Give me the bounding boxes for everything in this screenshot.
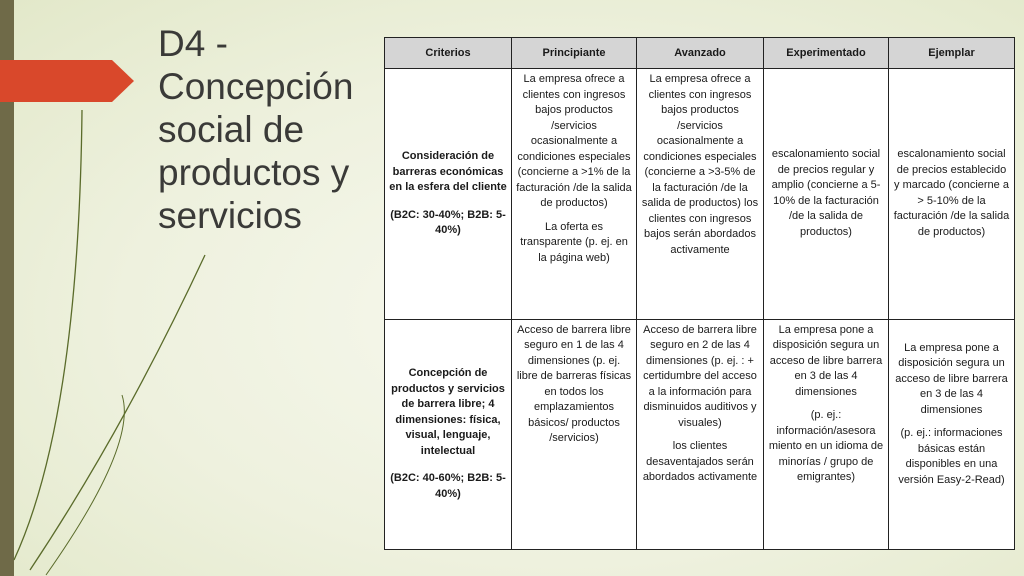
experimentado-extra: (p. ej.: información/asesora miento en un idioma de minorías / grupo de emigrantes) bbox=[768, 409, 884, 484]
vine-line-3 bbox=[46, 395, 124, 575]
criterio-percent: (B2C: 30-40%; B2B: 5-40%) bbox=[390, 208, 506, 236]
vine-line-1 bbox=[14, 110, 82, 560]
principiante-cell bbox=[512, 319, 637, 549]
ejemplar-cell bbox=[889, 319, 1015, 549]
experimentado-cell bbox=[764, 319, 889, 549]
criterio-cell bbox=[385, 319, 512, 549]
criteria-table bbox=[384, 37, 1014, 550]
principiante-text: La empresa ofrece a clientes con ingresos bajos productos /servicios ocasionalmente a condiciones especiales (concierne a >1% de la facturación /de la salida de productos) bbox=[516, 73, 632, 209]
avanzado-extra: los clientes desaventajados serán abordados activamente bbox=[642, 440, 758, 484]
ejemplar-text: escalonamiento social de precios establecido y marcado (concierne a > 5-10% de la facturación /de la salida de productos) bbox=[893, 148, 1010, 238]
table-row bbox=[385, 319, 1015, 549]
header-ejemplar: Ejemplar bbox=[889, 38, 1015, 69]
header-avanzado: Avanzado bbox=[637, 38, 764, 69]
criterio-text: Concepción de productos y servicios de barrera libre; 4 dimensiones: física, visual, lenguaje, intelectual bbox=[391, 367, 505, 457]
avanzado-cell bbox=[637, 69, 764, 320]
ejemplar-extra: (p. ej.: informaciones básicas están disponibles en una versión Easy-2-Read) bbox=[898, 427, 1005, 486]
ejemplar-text: La empresa pone a disposición segura un acceso de libre barrera en 3 de las 4 dimensiones bbox=[895, 341, 1008, 416]
header-criterios: Criterios bbox=[385, 38, 512, 69]
red-arrow-marker bbox=[0, 60, 134, 102]
avanzado-text: Acceso de barrera libre seguro en 2 de las 4 dimensiones (p. ej. : + certidumbre del acceso a la información para disminuidos auditivos y visuales) bbox=[643, 323, 757, 429]
criterio-percent: (B2C: 40-60%; B2B: 5-40%) bbox=[390, 472, 506, 500]
criterio-text: Consideración de barreras económicas en la esfera del cliente bbox=[389, 150, 507, 193]
experimentado-cell bbox=[764, 69, 889, 320]
slide-title: D4 - Concepción social de productos y servicios bbox=[158, 23, 354, 236]
vine-line-2 bbox=[30, 255, 205, 570]
header-principiante: Principiante bbox=[512, 38, 637, 69]
principiante-text: Acceso de barrera libre seguro en 1 de las 4 dimensiones (p. ej. libre de barreras físicas en todos los emplazamientos básicos/ productos /servicios) bbox=[516, 323, 632, 445]
table-header-row bbox=[385, 38, 1015, 69]
experimentado-text: escalonamiento social de precios regular y amplio (concierne a 5-10% de la facturación /de la salida de productos) bbox=[771, 148, 881, 238]
principiante-cell bbox=[512, 69, 637, 320]
avanzado-cell bbox=[637, 319, 764, 549]
criterio-cell bbox=[385, 69, 512, 320]
ejemplar-cell bbox=[889, 69, 1015, 320]
principiante-extra: La oferta es transparente (p. ej. en la página web) bbox=[520, 220, 628, 264]
experimentado-text: La empresa pone a disposición segura un acceso de libre barrera en 3 de las 4 dimensiones bbox=[769, 323, 883, 398]
table-row bbox=[385, 69, 1015, 320]
avanzado-text: La empresa ofrece a clientes con ingresos bajos productos /servicios ocasionalmente a condiciones especiales (concierne a >3-5% de la facturación /de la salida de productos) los clientes con ingresos bajos serán abordados activamente bbox=[641, 73, 759, 256]
header-experimentado: Experimentado bbox=[764, 38, 889, 69]
